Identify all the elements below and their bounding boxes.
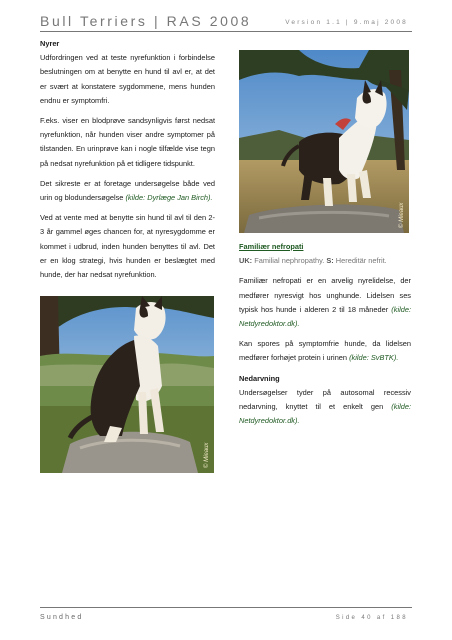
uk-term: Familial nephropathy.: [252, 256, 327, 266]
paragraph: Ved at vente med at benytte sin hund til avl til den 2-3 år gammel øges chancen for, at nyresygdomme er kommet i udbrud, inden hunden benyttes til avl. Det er en klog strategi, hvis hunden er beslægtet med hunde, der har nedsat nyrefunktion.: [40, 213, 215, 280]
photo-credit: © Mieaux: [399, 202, 405, 228]
source-citation: (kilde: Netdyredoktor.dk).: [239, 304, 411, 329]
page-number: Side 40 af 188: [335, 615, 408, 621]
bull-terrier-photo-bottom: [40, 296, 214, 473]
source-citation: (kilde: Dyrlæge Jan Birch).: [125, 193, 213, 203]
footer-section: Sundhed: [40, 614, 84, 621]
bull-terrier-photo-top: [239, 50, 409, 233]
paragraph: [239, 337, 411, 365]
paragraph-text: Kan spores på symptomfrie hunde, da lidelsen medfører forhøjet protein i urinen: [239, 339, 411, 363]
paragraph: [40, 177, 215, 205]
paragraph-text: Det sikreste er at foretage undersøgelse både ved urin og blodundersøgelse: [40, 178, 215, 203]
uk-label: UK:: [239, 256, 253, 266]
section-heading-nedarvning: Nedarvning: [239, 373, 280, 383]
photo-credit: © Mieaux: [204, 442, 210, 468]
paragraph: Udfordringen ved at teste nyrefunktion i forbindelse beslutningen om at benytte en hund til avl er, at det er svært at konstatere sygdommene, mens hunden endnu er symptomfri.: [40, 53, 215, 105]
right-column: [239, 236, 411, 434]
translations-line: [239, 254, 411, 268]
left-column: [40, 37, 215, 288]
paragraph: [239, 386, 411, 429]
s-term: Hereditär nefrit.: [333, 256, 387, 266]
section-heading-familial-nephropathy[interactable]: Familiær nefropati: [239, 242, 304, 251]
document-title: Bull Terriers | RAS 2008: [40, 13, 252, 29]
s-label: S:: [326, 256, 334, 266]
source-citation: (kilde: Netdyredoktor.dk).: [239, 402, 411, 426]
paragraph: F.eks. viser en blodprøve sandsynligvis først nedsat nyrefunktion, når hunden viser andre symptomer på tilstanden. En urinprøve kan i nogle tilfælde vise tegn på nedsat nyrefunktion på et tidligere tidspunkt.: [40, 116, 215, 168]
paragraph-text: Familiær nefropati er en arvelig nyrelidelse, der medfører nyresvigt hos unghunde. Lidelsen ses typisk hos hunde i alderen 2 til 18 måneder: [239, 276, 411, 314]
version-label: Version 1.1 | 9.maj 2008: [285, 19, 408, 26]
source-citation: (kilde: SvBTK).: [349, 353, 399, 363]
header-divider: [40, 31, 412, 32]
photo-image: [239, 50, 409, 233]
footer-divider: [40, 607, 412, 608]
paragraph-text: Undersøgelser tyder på autosomal recessiv nedarvning, knyttet til et enkelt gen: [239, 387, 411, 412]
paragraph: [239, 274, 411, 331]
photo-image: [40, 296, 214, 473]
section-heading-nyrer: Nyrer: [40, 39, 60, 48]
